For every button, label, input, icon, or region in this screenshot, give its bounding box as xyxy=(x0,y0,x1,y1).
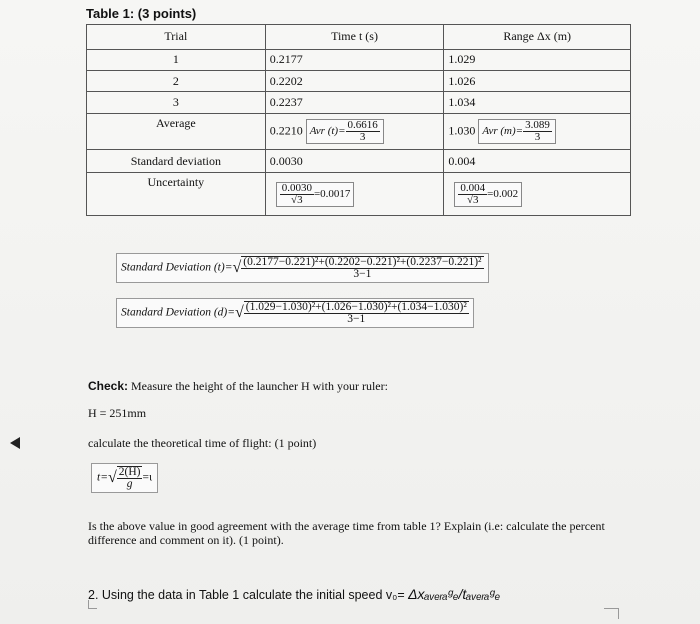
sd-d-formula[interactable]: Standard Deviation (d)=√ $\frac{\text{(1.029−1.030)²+(1.026−1.030)²+(1.034−1.030)²}}{3-1}$ xyxy=(116,298,474,328)
unc-t-numerator: 0.0030 xyxy=(281,181,312,194)
question-2-text: 2. Using the data in Table 1 calculate the initial speed v₀= xyxy=(88,588,409,602)
table-row xyxy=(87,49,631,70)
check-label: Check: xyxy=(88,379,129,393)
unc-m-numerator: 0.004 xyxy=(460,181,486,194)
avr-m-lhs: Avr (m)= xyxy=(482,124,524,137)
row-label: 2 xyxy=(87,70,266,91)
average-range-equation xyxy=(478,119,555,144)
avr-m-denominator: 3 xyxy=(534,130,541,143)
std-label: Standard deviation xyxy=(87,149,266,172)
unc-m-result: =0.002 xyxy=(487,187,519,200)
uncertainty-label: Uncertainty xyxy=(87,173,266,216)
sd-t-denominator: 3−1 xyxy=(353,268,372,280)
table-row xyxy=(87,92,631,113)
std-range-cell[interactable]: 0.004 xyxy=(444,149,631,172)
calc-instruction: calculate the theoretical time of flight: (1 point) xyxy=(88,436,317,450)
average-row xyxy=(87,113,631,149)
table-title: Table 1: (3 points) xyxy=(86,6,197,21)
range-cell[interactable]: 1.029 xyxy=(444,49,631,70)
t-rhs: =ι xyxy=(142,471,153,484)
cursor-arrow-icon xyxy=(10,437,20,449)
average-time-value: 0.2210 xyxy=(269,122,303,137)
question-2 xyxy=(88,586,500,602)
table-row xyxy=(87,70,631,91)
avr-t-lhs: Avr (t)= xyxy=(309,124,346,137)
t-formula[interactable]: t=√ $\frac{2(H)}{g}$ =ι xyxy=(91,463,158,493)
average-time-cell[interactable] xyxy=(265,113,444,149)
avr-m-numerator: 3.089 xyxy=(525,118,550,131)
average-range-value: 1.030 xyxy=(448,122,476,137)
time-cell[interactable]: 0.2202 xyxy=(265,70,444,91)
t-numerator: 2(H) xyxy=(118,466,141,478)
header-trial: Trial xyxy=(87,25,266,50)
header-time: Time t (s) xyxy=(265,25,444,50)
check-text: Measure the height of the launcher H with your ruler: xyxy=(128,379,388,393)
time-cell[interactable]: 0.2177 xyxy=(265,49,444,70)
avr-t-numerator: 0.6616 xyxy=(347,118,378,131)
avr-t-denominator: 3 xyxy=(359,130,366,143)
sd-t-formula[interactable]: Standard Deviation (t)=√ $\frac{\text{(0.2177−0.221)²+(0.2202−0.221)²+(0.2237−0.221)²}}{3-1}$ xyxy=(116,253,489,283)
h-value[interactable]: H = 251mm xyxy=(88,406,147,420)
uncertainty-time-equation xyxy=(276,182,355,207)
std-time-cell[interactable]: 0.0030 xyxy=(265,149,444,172)
sd-t-lhs: Standard Deviation (t)= xyxy=(121,261,233,274)
average-label: Average xyxy=(87,113,266,149)
range-cell[interactable]: 1.034 xyxy=(444,92,631,113)
uncertainty-time-cell[interactable] xyxy=(265,173,444,216)
time-cell[interactable]: 0.2237 xyxy=(265,92,444,113)
handwritten-answer[interactable]: Δxₐᵥₑᵣₐᵍₑ/tₐᵥₑᵣₐᵍₑ xyxy=(408,586,501,602)
unc-t-denominator: √3 xyxy=(291,193,303,206)
unc-m-denominator: √3 xyxy=(466,193,479,206)
unc-t-result: =0.0017 xyxy=(313,187,351,200)
data-table xyxy=(86,24,631,216)
std-row xyxy=(87,149,631,172)
t-lhs: t= xyxy=(97,471,108,484)
uncertainty-row xyxy=(87,173,631,216)
check-instruction xyxy=(88,379,388,394)
row-label: 1 xyxy=(87,49,266,70)
average-range-cell[interactable] xyxy=(444,113,631,149)
t-denominator: g xyxy=(126,478,133,490)
header-range: Range Δx (m) xyxy=(444,25,631,50)
corner-mark-icon xyxy=(604,608,619,619)
sd-d-numerator: (1.029−1.030)²+(1.026−1.030)²+(1.034−1.030)² xyxy=(245,301,467,313)
uncertainty-range-equation xyxy=(454,182,522,207)
sd-d-lhs: Standard Deviation (d)= xyxy=(121,306,236,319)
sd-t-numerator: (0.2177−0.221)²+(0.2202−0.221)²+(0.2237−0.221)² xyxy=(243,256,482,268)
row-label: 3 xyxy=(87,92,266,113)
sd-d-denominator: 3−1 xyxy=(347,313,366,325)
agreement-question: Is the above value in good agreement with the average time from table 1? Explain (i.e: calculate the percent difference and comment on it). (1 point). xyxy=(88,519,605,547)
uncertainty-range-cell[interactable] xyxy=(444,173,631,216)
corner-mark-icon xyxy=(88,600,97,609)
table-header-row xyxy=(87,25,631,50)
average-time-equation xyxy=(306,119,384,144)
range-cell[interactable]: 1.026 xyxy=(444,70,631,91)
